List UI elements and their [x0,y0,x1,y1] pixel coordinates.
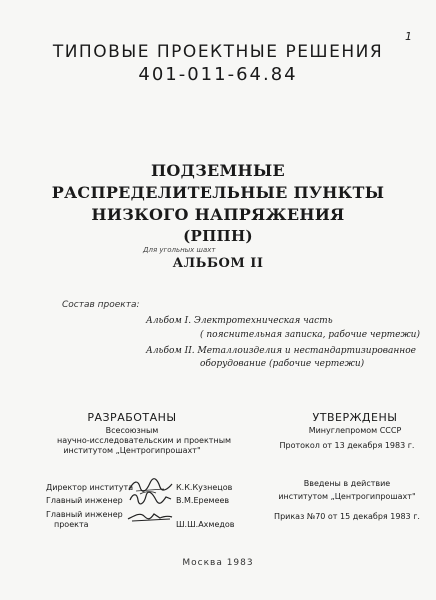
signature-chief-engineer-image [126,490,174,506]
signature-role-director: Директор института [46,483,134,492]
title-line-1: ПОДЗЕМНЫЕ [151,161,285,180]
album-2-contents: оборудование (рабочие чертежи) [200,359,365,369]
album-1-entry: Альбом I. Электротехническая часть [146,316,333,326]
signature-role-project-engineer-line-2: проекта [54,520,89,529]
title-line-3: НИЗКОГО НАПРЯЖЕНИЯ [91,205,345,224]
signature-name-project-engineer: Ш.Ш.Ахмедов [176,520,235,529]
signature-name-director: К.К.Кузнецов [176,483,233,492]
signature-role-project-engineer-line-1: Главный инженер [46,510,123,519]
signature-role-chief-engineer: Главный инженер [46,496,123,505]
album-1-contents: ( пояснительная записка, рабочие чертежи) [200,330,420,340]
approved-heading: УТВЕРЖДЕНЫ [312,411,398,424]
approved-line-1: Минуглепромом СССР [308,426,402,435]
series-title: ТИПОВЫЕ ПРОЕКТНЫЕ РЕШЕНИЯ [52,42,384,62]
title-line-2: РАСПРЕДЕЛИТЕЛЬНЫЕ ПУНКТЫ [51,183,385,202]
introduced-line-1: Введены в действие [303,479,391,488]
album-2-entry: Альбом II. Металлоизделия и нестандартизированное [146,346,416,356]
signature-name-chief-engineer: В.М.Еремеев [176,496,230,505]
developed-line-1: Всесоюзным [105,426,159,435]
developed-line-3: институтом „Центрогипрошахт" [63,446,201,455]
developed-line-2: научно-исследовательским и проектным [57,436,232,445]
signature-project-engineer-image [126,508,174,524]
purpose-note: Для угольных шахт [143,246,216,254]
project-code: 401-011-64.84 [138,64,298,85]
album-number: АЛЬБОМ II [172,256,264,271]
city-year: Москва 1983 [182,558,254,568]
page-number: 1 [405,30,412,43]
introduced-line-3: Приказ №70 от 15 декабря 1983 г. [274,512,420,521]
developed-heading: РАЗРАБОТАНЫ [87,411,177,424]
introduced-line-2: институтом „Центрогипрошахт" [278,492,416,501]
approved-line-2: Протокол от 13 декабря 1983 г. [279,441,415,450]
title-abbreviation: (РППН) [183,227,253,245]
composition-label: Состав проекта: [62,300,140,310]
